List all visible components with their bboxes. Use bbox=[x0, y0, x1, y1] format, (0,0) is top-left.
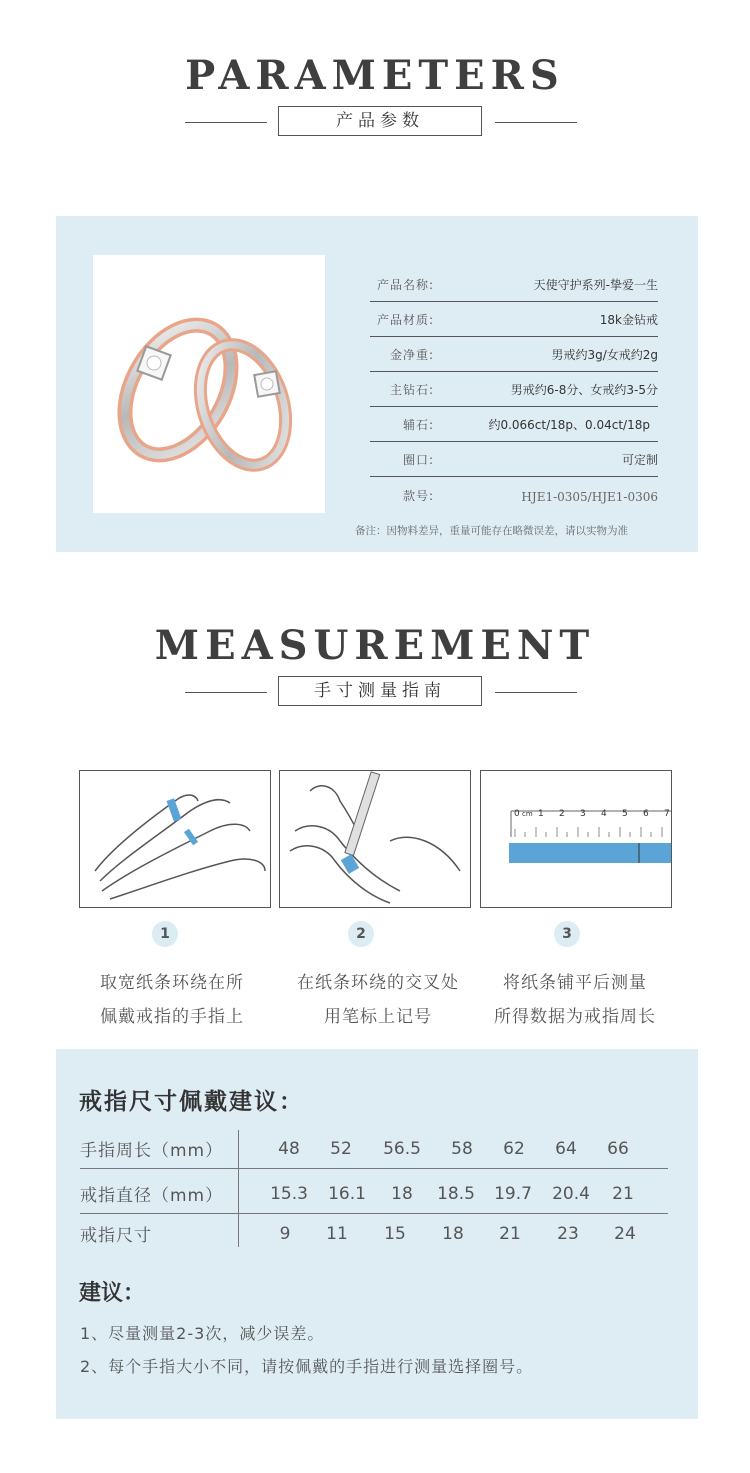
table-cell: 11 bbox=[326, 1224, 348, 1244]
table-column-divider bbox=[238, 1130, 239, 1247]
param-value: HJE1-0305/HJE1-0306 bbox=[521, 490, 658, 504]
step-line: 佩戴戒指的手指上 bbox=[100, 1007, 244, 1027]
step-3-number: 3 bbox=[554, 921, 580, 947]
param-value: 天使守护系列-挚爱一生 bbox=[533, 278, 658, 292]
ruler-tick-4: 4 bbox=[601, 809, 607, 819]
step-2-number: 2 bbox=[348, 921, 374, 947]
step-3-illustration bbox=[480, 770, 672, 908]
param-value: 18k金钻戒 bbox=[599, 313, 658, 327]
param-label: 产品名称: bbox=[376, 278, 434, 292]
step-2-text bbox=[278, 966, 478, 1034]
ruler-tick-7: 7 bbox=[664, 809, 670, 819]
param-label: 主钻石: bbox=[389, 383, 434, 397]
table-cell: 20.4 bbox=[552, 1184, 590, 1204]
param-label: 产品材质: bbox=[376, 313, 434, 327]
ruler-tick-3: 3 bbox=[580, 809, 586, 819]
table-row-divider bbox=[80, 1213, 668, 1214]
row-label-ring-diameter: 戒指直径（mm） bbox=[80, 1186, 224, 1206]
table-cell: 24 bbox=[614, 1224, 636, 1244]
table-cell: 15.3 bbox=[270, 1184, 308, 1204]
table-cell: 64 bbox=[555, 1139, 577, 1159]
table-cell: 19.7 bbox=[494, 1184, 532, 1204]
table-cell: 58 bbox=[451, 1139, 473, 1159]
param-label: 款号: bbox=[402, 489, 434, 503]
table-cell: 56.5 bbox=[383, 1139, 421, 1159]
step-line: 取宽纸条环绕在所 bbox=[100, 973, 244, 993]
param-row-size bbox=[370, 442, 658, 477]
divider-left bbox=[185, 122, 267, 123]
ruler-tick-1: 1 bbox=[538, 809, 544, 819]
ruler-tick-5: 5 bbox=[622, 809, 628, 819]
param-row-style-no bbox=[370, 477, 658, 512]
table-row-divider bbox=[80, 1168, 668, 1169]
divider-right bbox=[495, 122, 577, 123]
step-3-text bbox=[475, 966, 675, 1034]
row-label-finger-circumference: 手指周长（mm） bbox=[80, 1141, 224, 1161]
table-cell: 16.1 bbox=[328, 1184, 366, 1204]
step-line: 将纸条铺平后测量 bbox=[503, 973, 647, 993]
param-row-side-stone bbox=[370, 407, 658, 442]
param-row-material bbox=[370, 302, 658, 337]
step-line: 在纸条环绕的交叉处 bbox=[297, 973, 459, 993]
advice-item: 1、尽量测量2-3次，减少误差。 bbox=[80, 1324, 325, 1343]
table-cell: 62 bbox=[503, 1139, 525, 1159]
ruler-tick-0: 0 bbox=[514, 809, 520, 819]
divider-right bbox=[495, 692, 577, 693]
row-label-ring-size: 戒指尺寸 bbox=[80, 1226, 152, 1246]
param-label: 金净重: bbox=[389, 348, 434, 362]
param-row-name bbox=[370, 267, 658, 302]
ring-photo bbox=[93, 255, 325, 513]
divider-left bbox=[185, 692, 267, 693]
table-cell: 52 bbox=[330, 1139, 352, 1159]
measurement-subtitle: 手寸测量指南 bbox=[278, 676, 482, 706]
table-cell: 48 bbox=[278, 1139, 300, 1159]
ruler-tick-6: 6 bbox=[643, 809, 649, 819]
table-cell: 18.5 bbox=[437, 1184, 475, 1204]
hand-strip-icon bbox=[80, 771, 270, 907]
ruler-tick-2: 2 bbox=[559, 809, 565, 819]
param-value: 男戒约6-8分、女戒约3-5分 bbox=[510, 383, 658, 397]
table-cell: 21 bbox=[612, 1184, 634, 1204]
advice-title: 建议： bbox=[79, 1281, 146, 1306]
param-value: 约0.066ct/18p、0.04ct/18p bbox=[488, 418, 650, 432]
ring-pair-image bbox=[93, 255, 325, 513]
ruler-unit: cm bbox=[522, 810, 533, 818]
parameters-title: PARAMETERS bbox=[185, 52, 565, 99]
advice-item: 2、每个手指大小不同，请按佩戴的手指进行测量选择圈号。 bbox=[80, 1357, 534, 1376]
table-cell: 18 bbox=[391, 1184, 413, 1204]
step-1-illustration bbox=[79, 770, 271, 908]
param-label: 辅石: bbox=[402, 418, 434, 432]
table-cell: 66 bbox=[607, 1139, 629, 1159]
table-cell: 9 bbox=[279, 1224, 291, 1244]
table-cell: 18 bbox=[442, 1224, 464, 1244]
table-cell: 15 bbox=[384, 1224, 406, 1244]
table-cell: 21 bbox=[499, 1224, 521, 1244]
size-table-title: 戒指尺寸佩戴建议： bbox=[79, 1089, 304, 1115]
step-line: 所得数据为戒指周长 bbox=[494, 1007, 656, 1027]
measurement-title: MEASUREMENT bbox=[154, 622, 596, 669]
param-row-weight bbox=[370, 337, 658, 372]
step-1-text bbox=[72, 966, 272, 1034]
step-line: 用笔标上记号 bbox=[324, 1007, 432, 1027]
step-2-illustration bbox=[279, 770, 471, 908]
param-value: 男戒约3g/女戒约2g bbox=[551, 348, 658, 362]
parameters-subtitle: 产品参数 bbox=[278, 106, 482, 136]
ruler-icon bbox=[481, 771, 671, 907]
parameters-note: 备注：因物料差异，重量可能存在略微误差，请以实物为准 bbox=[355, 525, 628, 537]
step-1-number: 1 bbox=[152, 921, 178, 947]
hand-pen-icon bbox=[280, 771, 470, 907]
param-value: 可定制 bbox=[621, 453, 658, 467]
table-cell: 23 bbox=[557, 1224, 579, 1244]
param-row-main-stone bbox=[370, 372, 658, 407]
param-label: 圈口: bbox=[402, 453, 434, 467]
